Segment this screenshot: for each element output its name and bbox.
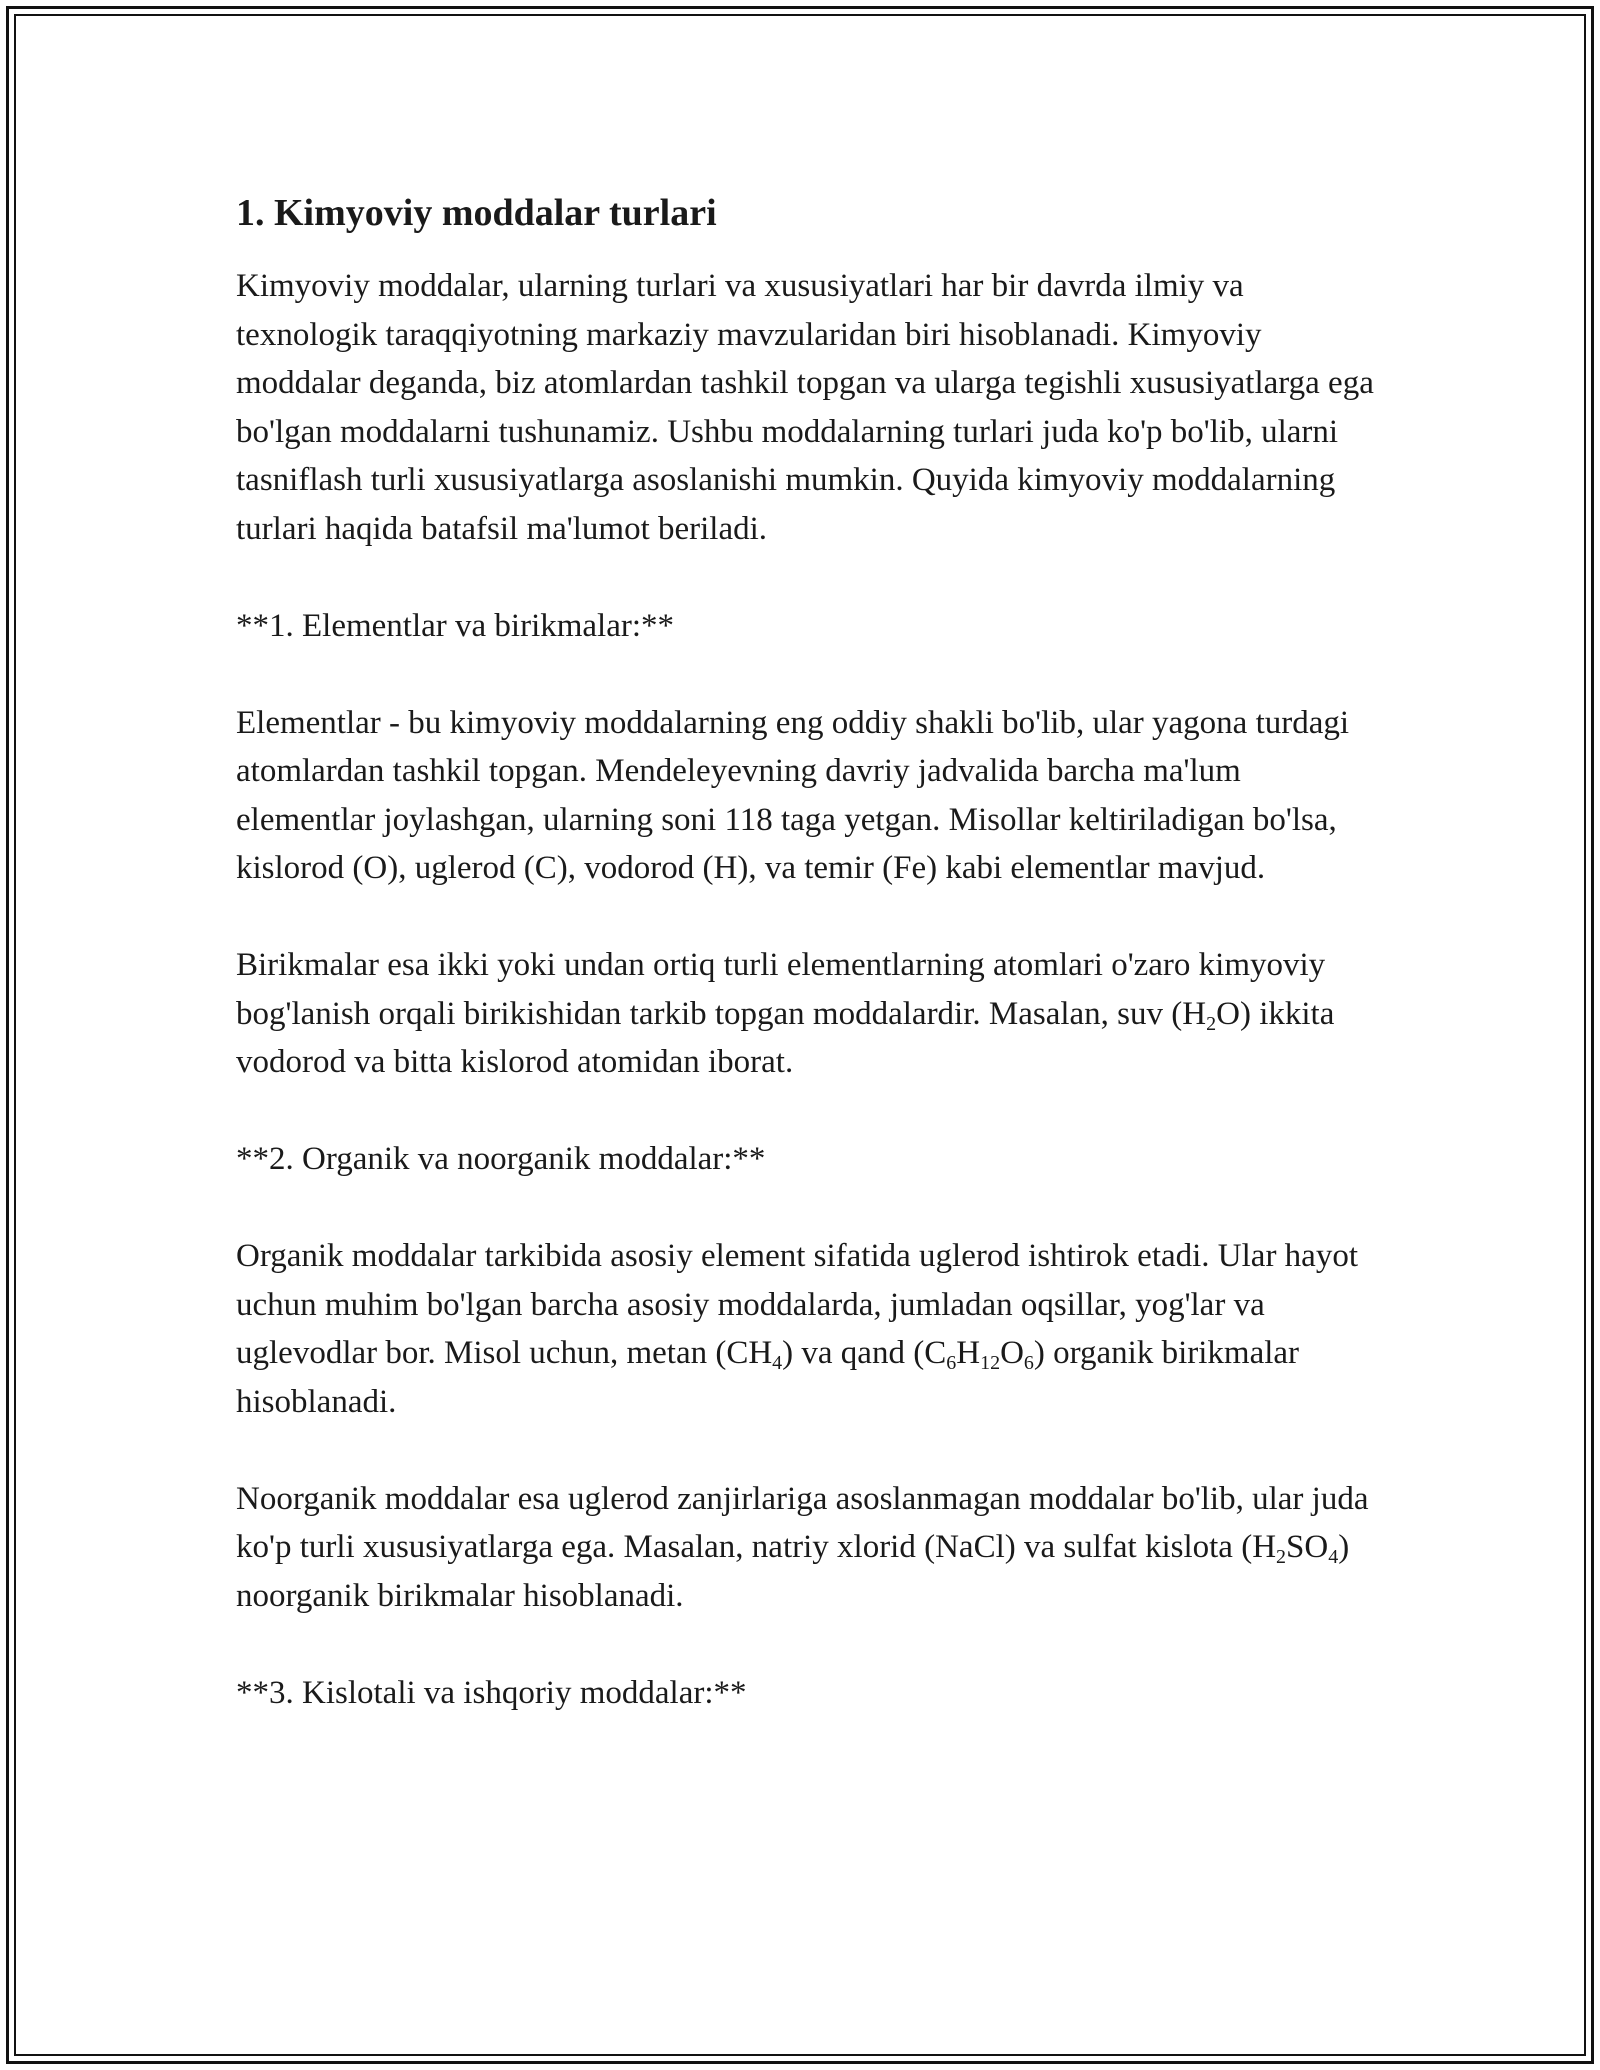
formula-subscript: 4 [1328,1546,1339,1568]
section-2-heading: **2. Organik va noorganik moddalar:** [236,1141,766,1177]
formula-subscript: 12 [980,1352,1001,1374]
sulfuric-acid-formula [1252,1529,1339,1568]
formula-symbol: CH [726,1335,773,1371]
formula-subscript: 6 [946,1352,957,1374]
organic-paragraph [236,1232,1376,1426]
water-formula [1182,995,1240,1035]
section-3-heading: **3. Kislotali va ishqoriy moddalar:** [236,1674,747,1711]
organic-text-middle: ) va qand ( [782,1335,925,1371]
formula-symbol: SO [1286,1529,1329,1565]
compounds-text-end: ) ikkita vodorod va bitta kislorod atomidan iborat. [236,995,1335,1080]
formula-symbol: C [924,1335,947,1371]
formula-subscript: 6 [1023,1352,1034,1374]
compounds-paragraph [236,941,1376,1087]
formula-symbol: H [1252,1529,1277,1565]
page-title: 1. Kimyoviy moddalar turlari [236,192,717,234]
organic-text-start: Organik moddalar tarkibida asosiy element sifatida uglerod ishtirok etadi. Ular hayot uchun muhim bo'lgan barcha asosiy moddalarda, jumladan oqsillar, yog'lar va uglevodlar bor. Misol uchun, metan ( [236,1238,1358,1371]
formula-subscript: 2 [1206,1012,1217,1035]
inorganic-text-start: Noorganik moddalar esa uglerod zanjirlariga asoslanmagan moddalar bo'lib, ular juda ko'p turli xususiyatlarga ega. Masalan, natriy xlorid (NaCl) va sulfat kislota ( [236,1480,1369,1565]
inorganic-paragraph [236,1475,1376,1621]
formula-symbol: H [956,1335,981,1371]
section-1-heading: **1. Elementlar va birikmalar:** [236,607,675,644]
intro-paragraph: Kimyoviy moddalar, ularning turlari va xususiyatlari har bir davrda ilmiy va texnologik taraqqiyotning markaziy mavzularidan biri hisoblanadi. Kimyoviy moddalar deganda, biz atomlardan tashkil topgan va ularga tegishli xususiyatlarga ega bo'lgan moddalarni tushunamiz. Ushbu moddalarning turlari juda ko'p bo'lib, ularni tasniflash turli xususiyatlarga asoslanishi mumkin. Quyida kimyoviy moddalarning turlari haqida batafsil ma'lumot beriladi. [236,268,1374,547]
methane-formula [726,1335,783,1374]
elements-paragraph: Elementlar - bu kimyoviy moddalarning eng oddiy shakli bo'lib, ular yagona turdagi atomlardan tashkil topgan. Mendeleyevning davriy jadvalida barcha ma'lum elementlar joylashgan, ularning soni 118 taga yetgan. Misollar keltiriladigan bo'lsa, kislorod (O), uglerod (C), vodorod (H), va temir (Fe) kabi elementlar mavjud. [236,704,1350,886]
inorganic-text-end: ) noorganik birikmalar hisoblanadi. [236,1529,1350,1614]
compounds-text-start: Birikmalar esa ikki yoki undan ortiq turli elementlarning atomlari o'zaro kimyoviy bog'lanish orqali birikishidan tarkib topgan moddalardir. Masalan, suv ( [236,947,1326,1032]
formula-symbol: O [1216,995,1240,1032]
formula-symbol: H [1182,995,1207,1032]
formula-symbol: O [1000,1335,1024,1371]
glucose-formula [924,1335,1034,1374]
formula-subscript: 4 [772,1352,783,1374]
document-page [236,186,1376,1717]
organic-text-end: ) organik birikmalar hisoblanadi. [236,1335,1300,1420]
formula-subscript: 2 [1276,1546,1287,1568]
